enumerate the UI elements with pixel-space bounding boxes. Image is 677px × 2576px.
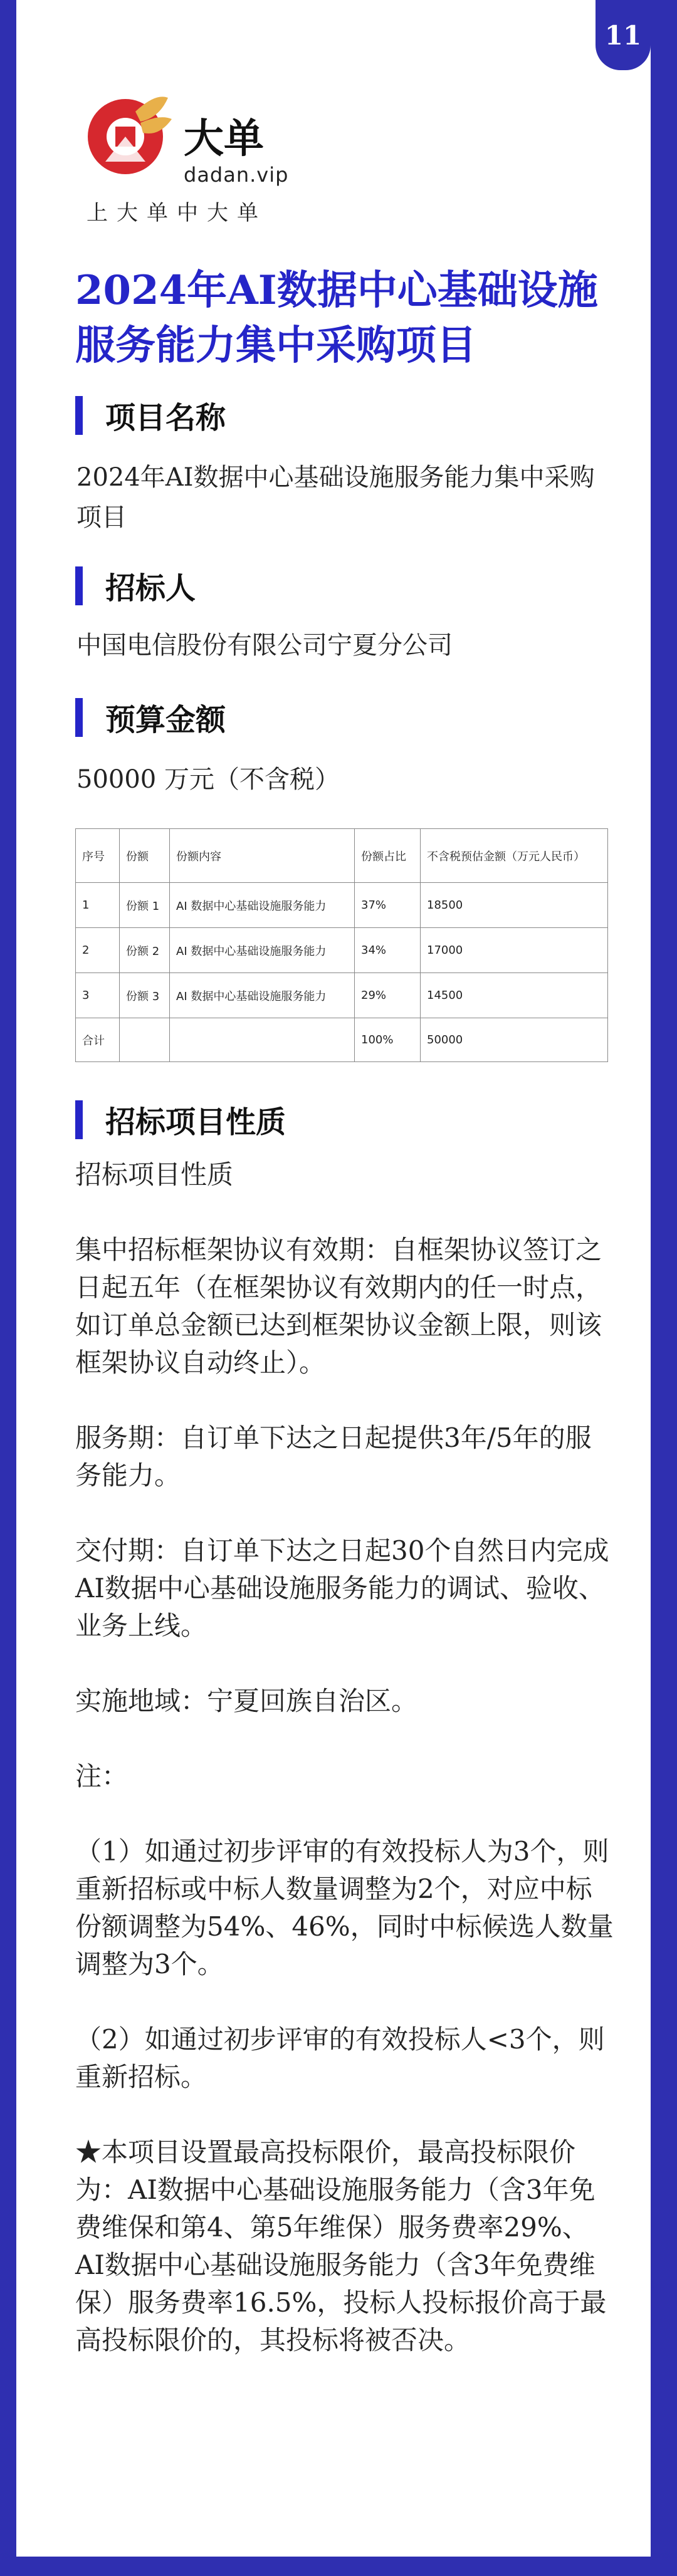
table-cell: 50000 (421, 1018, 608, 1062)
table-cell: AI 数据中心基础设施服务能力 (170, 883, 355, 928)
project-name-value: 2024年AI数据中心基础设施服务能力集中采购项目 (76, 463, 595, 532)
table-header-cell: 序号 (76, 829, 120, 883)
table-cell: 29% (355, 973, 421, 1018)
heading-label: 预算金额 (105, 702, 226, 738)
table-cell (120, 1018, 170, 1062)
heading-bar (75, 396, 83, 435)
heading-bar (75, 1100, 83, 1139)
table-cell: 1 (76, 883, 120, 928)
tenderer-value: 中国电信股份有限公司宁夏分公司 (76, 631, 453, 660)
table-cell: 100% (355, 1018, 421, 1062)
section-heading-budget (75, 696, 226, 739)
table-cell: 合计 (76, 1018, 120, 1062)
logo-domain: dadan.vip (184, 163, 289, 187)
budget-value: 50000 万元（不含税） (76, 765, 340, 794)
table-cell: 37% (355, 883, 421, 928)
table-total-row (76, 1018, 608, 1062)
table-header-cell: 份额 (120, 829, 170, 883)
heading-label: 招标项目性质 (105, 1105, 286, 1140)
page-title: 2024年AI数据中心基础设施服务能力集中采购项目 (75, 267, 598, 369)
heading-label: 招标人 (105, 571, 196, 606)
table-cell (170, 1018, 355, 1062)
table-header-cell: 不含税预估金额（万元人民币） (421, 829, 608, 883)
section-heading-nature (75, 1098, 286, 1141)
table-cell: 份额 2 (120, 928, 170, 973)
heading-label: 项目名称 (105, 400, 226, 435)
table-row (76, 928, 608, 973)
table-cell: 14500 (421, 973, 608, 1018)
section-heading-tenderer (75, 564, 196, 607)
table-cell: 18500 (421, 883, 608, 928)
table-cell: 17000 (421, 928, 608, 973)
table-cell: 份额 1 (120, 883, 170, 928)
page-number-badge: 11 (596, 0, 651, 70)
table-cell: AI 数据中心基础设施服务能力 (170, 928, 355, 973)
table-header-cell: 份额内容 (170, 829, 355, 883)
budget-table (75, 828, 608, 1062)
table-row (76, 973, 608, 1018)
table-header-row (76, 829, 608, 883)
logo-slogan: 上大单中大单 (87, 201, 267, 226)
table-cell: 2 (76, 928, 120, 973)
logo (80, 81, 306, 226)
heading-bar (75, 566, 83, 605)
table-cell: AI 数据中心基础设施服务能力 (170, 973, 355, 1018)
table-header-cell: 份额占比 (355, 829, 421, 883)
heading-bar (75, 698, 83, 737)
table-row (76, 883, 608, 928)
table-cell: 3 (76, 973, 120, 1018)
nature-body: 招标项目性质 集中招标框架协议有效期：自框架协议签订之日起五年（在框架协议有效期内的任一时点，如订单总金额已达到框架协议金额上限，则该框架协议自动终止）。 服务期：自订单下达之日起提供3年/5年的服务能力。 交付期：自订单下达之日起30个自然日内完成AI数据中心基础设施服务能力的调试、验收、业务上线。 实施地域：宁夏回族自治区。 注： （1）如通过初步评审的有效投标人为3个，则重新招标或中标人数量调整为2个，对应中标份额调整为54%、46%，同时中标候选人数量调整为3个。 （2）如通过初步评审的有效投标人<3个，则重新招标。 ★本项目设置最高投标限价，最高投标限价为：AI数据中心基础设施服务能力（含3年免费维保和第4、第5年维保）服务费率29%、AI数据中心基础设施服务能力（含3年免费维保）服务费率16.5%，投标人投标报价高于最高投标限价的，其投标将被否决。 (75, 1159, 614, 2355)
section-heading-project-name (75, 394, 226, 437)
table-cell: 34% (355, 928, 421, 973)
table-cell: 份额 3 (120, 973, 170, 1018)
logo-mark-icon (80, 86, 174, 180)
logo-name: 大单 (184, 116, 264, 162)
